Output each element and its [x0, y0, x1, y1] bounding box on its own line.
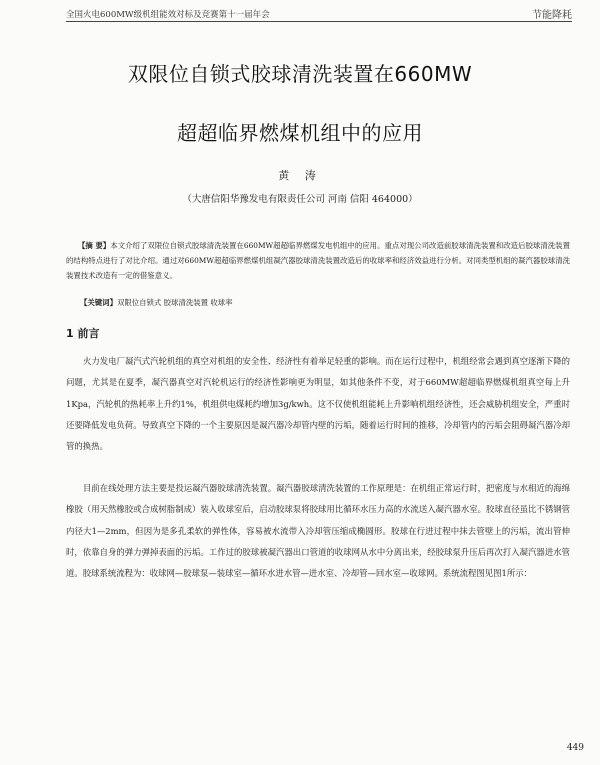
keywords	[80, 297, 570, 308]
abstract-text: 本文介绍了双限位自锁式胶球清洗装置在660MW超超临界燃煤发电机组中的应用。重点对现公司改造前胶球清洗装置和改造后胶球清洗装置的结构特点进行了对比介绍。通过对660MW超超临界燃煤机组凝汽器胶球清洗装置改造后的收球率和经济效益进行分析。对同类型机组的凝汽器胶球清洗装置技术改造有一定的借鉴意义。	[66, 241, 570, 280]
page-number: 449	[566, 743, 584, 753]
abstract-label: 【摘 要】	[78, 241, 111, 250]
body-paragraph-1: 火力发电厂凝汽式汽轮机组的真空对机组的安全性、经济性有着举足轻重的影响。而在运行过程中，机组经常会遇到真空逐渐下降的问题，尤其是在夏季，凝汽器真空对汽轮机运行的经济性影响更为明显，如其他条件不变，对于660MW超超临界燃煤机组真空每上升1Kpa，汽轮机的热耗率上升约1%，机组供电煤耗约增加3g/kwh。这不仅使机组能耗上升影响机组经济性，还会威胁机组安全，严重时还要降低发电负荷。导致真空下降的一个主要原因是凝汽器冷却管内壁的污垢，随着运行时间的推移，冷却管内的污垢会阻碍凝汽器冷却管的换热。	[66, 356, 570, 452]
section-heading: 1 前言	[66, 327, 100, 340]
header-conference: 全国火电600MW级机组能效对标及竞赛第十一届年会	[66, 10, 270, 20]
header-section: 节能降耗	[532, 10, 572, 21]
affiliation: （大唐信阳华豫发电有限责任公司 河南 信阳 464000）	[182, 194, 418, 205]
header-rule	[66, 21, 572, 22]
title-line-1: 双限位自锁式胶球清洗装置在660MW	[127, 62, 473, 86]
keywords-label: 【关键词】	[80, 298, 117, 307]
title-line-2: 超超临界燃煤机组中的应用	[177, 121, 423, 145]
running-header	[66, 6, 572, 22]
keywords-text: 双限位自锁式 胶球清洗装置 收球率	[116, 298, 233, 307]
body-paragraph-2: 目前在线处理方法主要是投运凝汽器胶球清洗装置。凝汽器胶球清洗装置的工作原理是：在机组正常运行时，把密度与水相近的海绵橡胶（用天然橡胶或合成树脂制成）装入收球室后，启动胶球泵将胶球用比循环水压力高的水流送入凝汽器水室。胶球直径虽比不锈钢管内径大1—2mm，但因为是多孔柔软的弹性体，容易被水流带入冷却管压缩成椭圆形。胶球在行进过程中抹去管壁上的污垢，流出管伸时，依靠自身的弹力弹掉表面的污垢。工作过的胶球被凝汽器出口管道的收球网从水中分离出来，经胶球泵升压后再次打入凝汽器进水管道。胶球系统流程为：收球网—胶球泵—装球室—循环水进水管—进水室、冷却管—回水室—收球网。系统流程图见图1所示：	[66, 483, 570, 579]
author: 黄 涛	[278, 169, 322, 182]
abstract	[66, 238, 570, 283]
